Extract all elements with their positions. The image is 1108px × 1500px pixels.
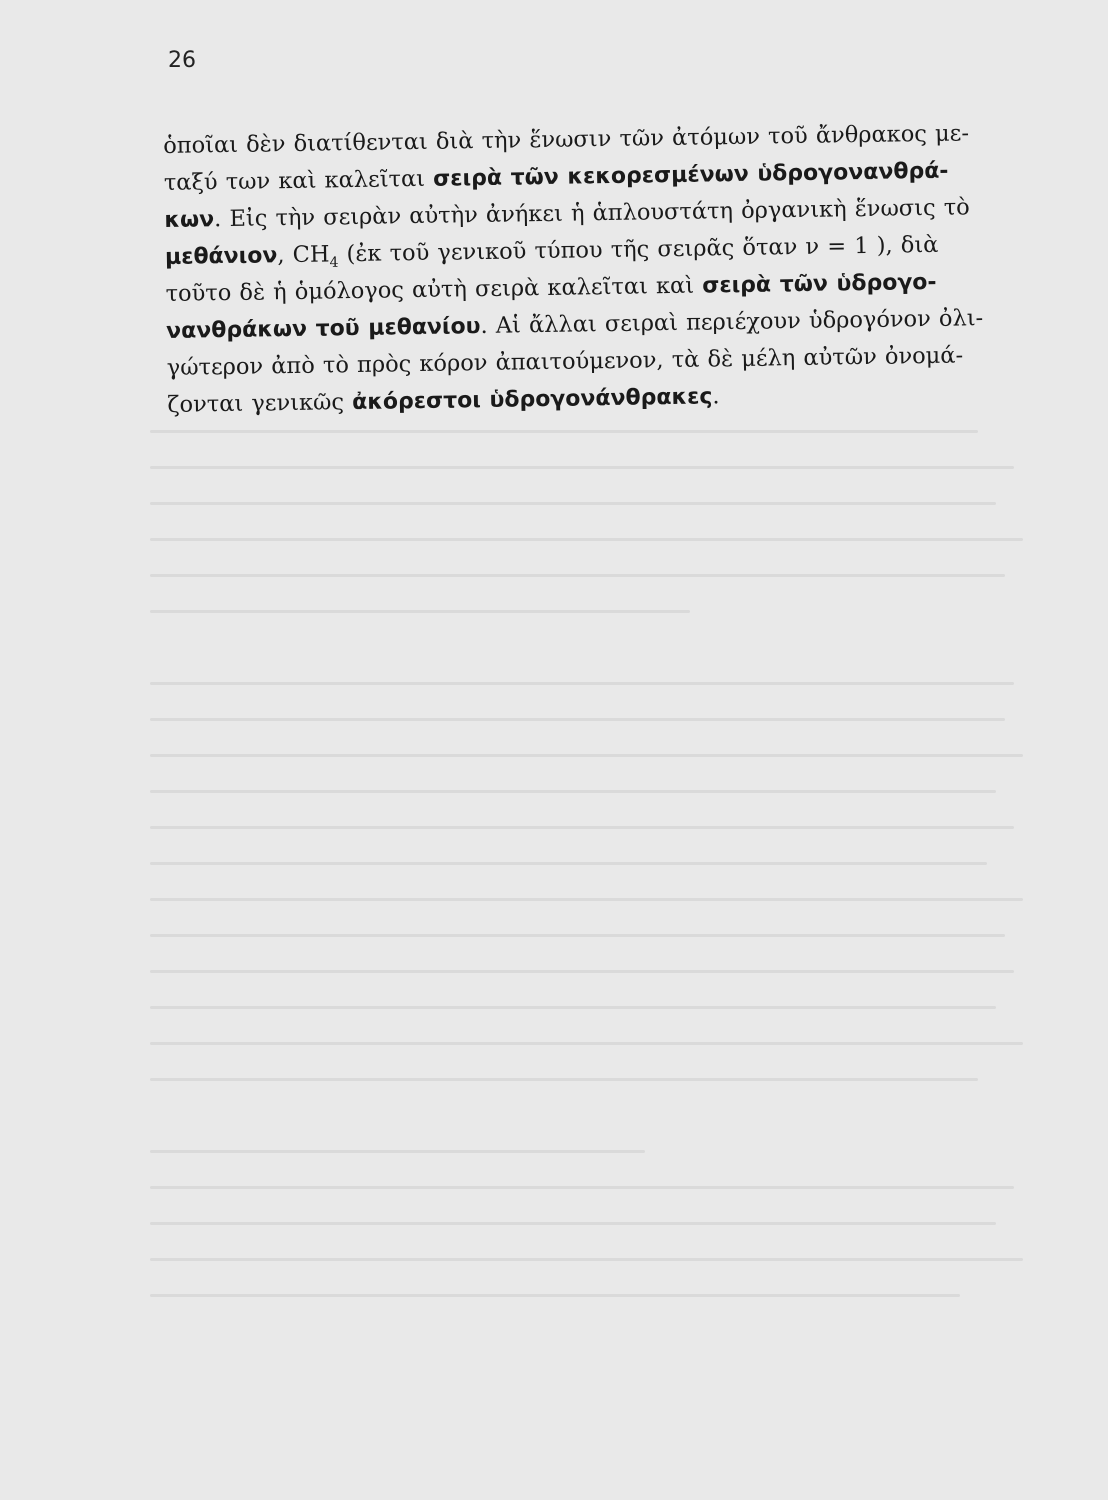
text-run: (ἐκ τοῦ γενικοῦ τύπου τῆς σειρᾶς ὅταν ν = 1 ), διὰ	[338, 231, 939, 268]
bold-term: νανθράκων τοῦ μεθανίου	[166, 314, 481, 344]
bold-term: μεθάνιον	[164, 243, 278, 270]
bold-term: σειρὰ τῶν κεκορεσμένων ὑδρογονανθρά-	[432, 158, 949, 192]
subscript: 4	[329, 254, 339, 271]
page-number: 26	[168, 48, 196, 73]
bold-term: κων	[164, 207, 215, 233]
text-run: γώτερον ἀπὸ τὸ πρὸς κόρον ἀπαιτούμενον, τὰ δὲ μέλη αὐτῶν ὀνομά-	[166, 342, 964, 381]
text-run: , CH	[277, 241, 330, 269]
text-run: . Αἱ ἄλλαι σειραὶ περιέχουν ὑδρογόνον ὀλι-	[480, 305, 984, 340]
bold-term: ἀκόρεστοι ὑδρογονάνθρακες	[351, 384, 713, 416]
text-run: . Εἰς τὴν σειρὰν αὐτὴν ἀνήκει ἡ ἁπλουστάτη ὀργανικὴ ἕνωσις τὸ	[213, 194, 970, 233]
text-run: ζονται γενικῶς	[167, 389, 353, 418]
text-run: τοῦτο δὲ ἡ ὁμόλογος αὐτὴ σειρὰ καλεῖται καὶ	[165, 272, 703, 307]
body-paragraph	[163, 114, 1048, 424]
text-run: .	[712, 383, 720, 410]
text-run: ταξύ των καὶ καλεῖται	[163, 165, 434, 196]
text-run: ὁποῖαι δὲν διατίθενται διὰ τὴν ἕνωσιν τῶν ἀτόμων τοῦ ἄνθρακος με-	[163, 120, 970, 159]
bleed-through-text	[150, 430, 1050, 1440]
bold-term: σειρὰ τῶν ὑδρογο-	[702, 269, 937, 299]
